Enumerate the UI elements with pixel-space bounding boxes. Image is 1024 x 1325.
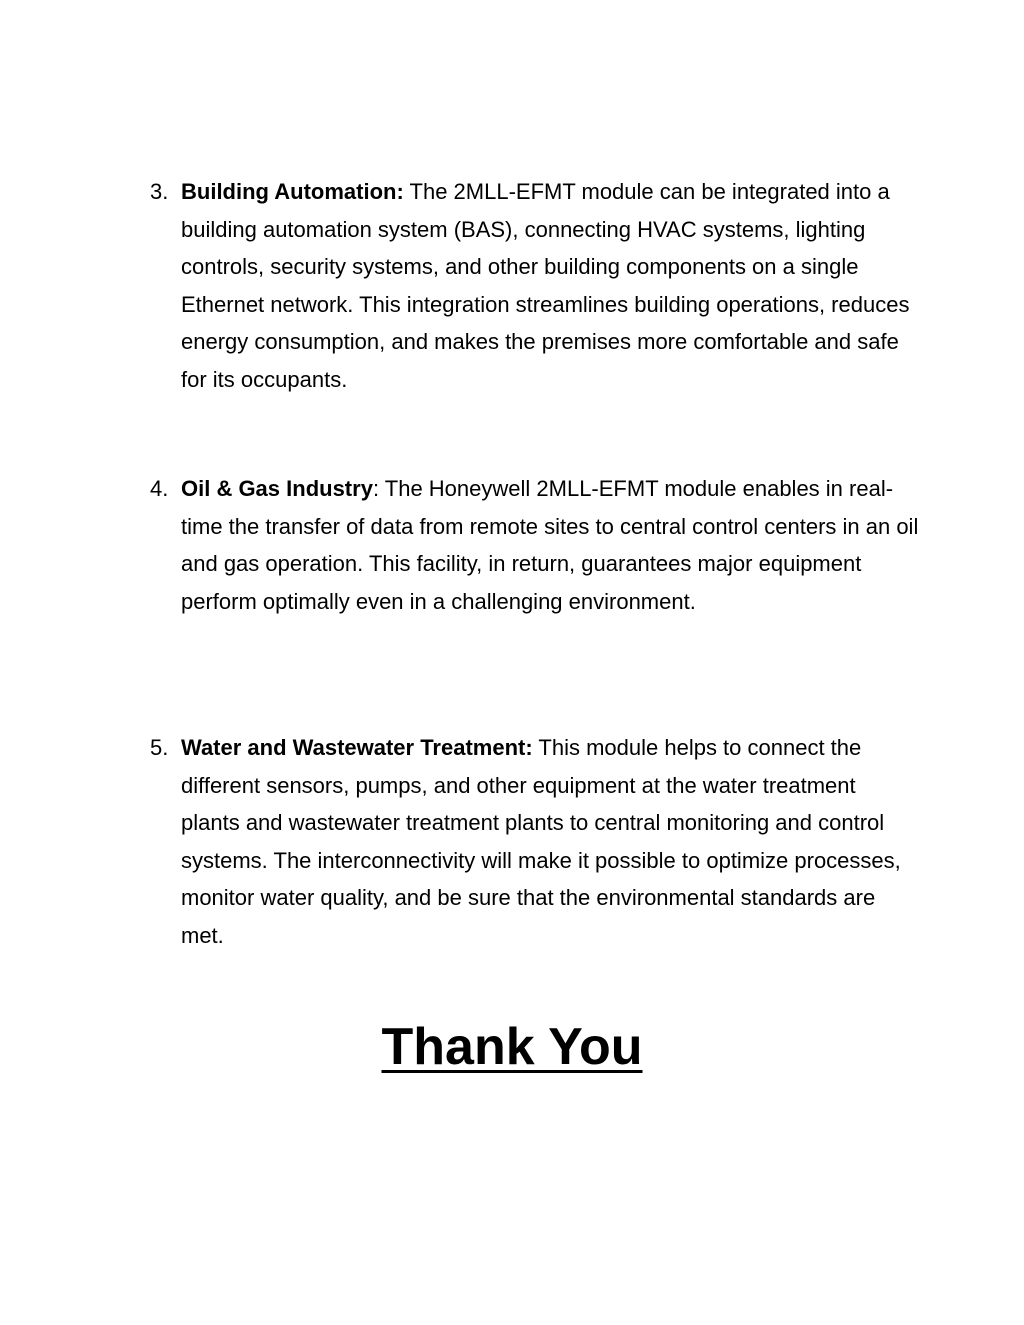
list-item-text: The 2MLL-EFMT module can be integrated into a building automation system (BAS), connecting HVAC systems, lighting controls, security systems, and other building components on a single Ethernet network. This integration streamlines building operations, reduces energy consumption, and makes the premises more comfortable and safe for its occupants. (181, 179, 910, 392)
list-item-text: This module helps to connect the different sensors, pumps, and other equipment at the water treatment plants and wastewater treatment plants to central monitoring and control systems. The interconnectivity will make it possible to optimize processes, monitor water quality, and be sure that the environmental standards are met. (181, 735, 901, 948)
closing-heading-text: Thank You (381, 1018, 643, 1076)
list-item-number: 5. (150, 735, 169, 760)
list-item-number: 4. (150, 476, 169, 501)
list-item-number: 3. (150, 179, 169, 204)
list-item-heading: Oil & Gas Industry (181, 476, 373, 501)
list-item-heading: Water and Wastewater Treatment: (181, 735, 533, 760)
list-item-body (181, 729, 920, 955)
list-item-text: : The Honeywell 2MLL-EFMT module enables in real-time the transfer of data from remote sites to central control centers in an oil and gas operation. This facility, in return, guarantees major equipment perform optimally even in a challenging environment. (181, 476, 919, 614)
list-item-heading: Building Automation: (181, 179, 404, 204)
list-item-body (181, 173, 920, 399)
list-item-building-automation (150, 173, 920, 399)
closing-heading (0, 1010, 1024, 1084)
list-item-water-treatment (150, 729, 920, 955)
list-item-oil-gas-industry (150, 470, 920, 620)
list-item-body (181, 470, 920, 620)
